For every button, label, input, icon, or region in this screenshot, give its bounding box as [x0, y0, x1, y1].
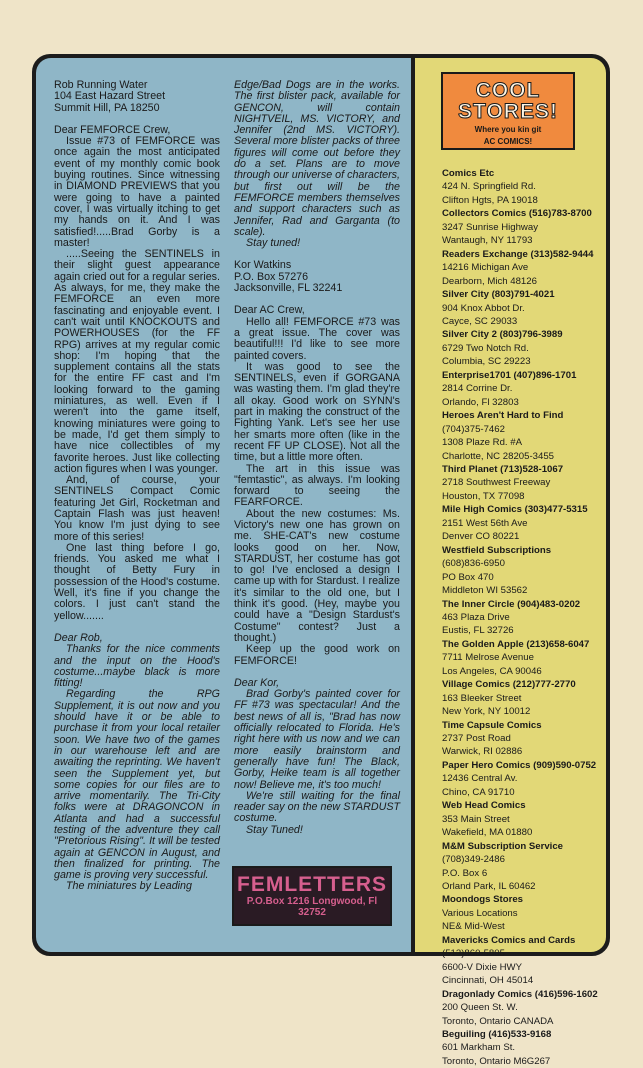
store-detail: Los Angeles, CA 90046 [442, 665, 542, 677]
store-detail: Wakefield, MA 01880 [442, 827, 533, 839]
cool-stores-title-line2: STORES! [458, 100, 558, 123]
store-detail: Various Locations [442, 907, 518, 919]
store-detail: 14216 Michigan Ave [442, 262, 529, 274]
store-detail: 424 N. Springfield Rd. [442, 181, 536, 193]
store-name: Silver City 2 (803)796-3989 [442, 329, 563, 341]
store-detail: NE& Mid-West [442, 921, 505, 933]
store-detail: 6729 Two Notch Rd. [442, 342, 529, 354]
store-name: Time Capsule Comics [442, 719, 542, 731]
letter-paragraph: The art in this issue was "femtastic", as always. I'm looking forward to seeing the FEARFORCE. [234, 462, 400, 509]
letter-paragraph: Stay Tuned! [246, 823, 303, 836]
store-name: Heroes Aren't Hard to Find [442, 410, 564, 422]
store-detail: Toronto, Ontario CANADA [442, 1015, 554, 1027]
letter-paragraph: Dear Rob, [54, 631, 103, 644]
letter-paragraph: P.O. Box 57276 [234, 270, 309, 283]
store-detail: (513)860-5805 [442, 948, 505, 960]
store-name: Westfield Subscriptions [442, 544, 552, 556]
stores-list [442, 167, 602, 1068]
letter-paragraph: Regarding the RPG Supplement, it is out now and you should have it or be able to purchase it from your local retailer soon. We have two of the games in our warehouse left and are awaiting the reprinting. We haven't seen the Supplement yet, but some copies for our files are to arrive momentarily. The Tri-City folks were at DRAGONCON in Atlanta and had a successful testing of the adventure they call "Pretorious Rising". It will be tested again at GENCON in August, and then finalized for printing. The game is proving very successful. [54, 688, 220, 882]
store-detail: Charlotte, NC 28205-3455 [442, 450, 554, 462]
store-detail: 2737 Post Road [442, 733, 511, 745]
store-detail: Cayce, SC 29033 [442, 315, 518, 327]
store-detail: Wantaugh, NY 11793 [442, 235, 533, 247]
cool-stores-panel [415, 58, 606, 1067]
store-detail: 12436 Central Av. [442, 773, 518, 785]
letters-right-column [234, 80, 400, 836]
letter-paragraph: Thanks for the nice comments and the input on the Hood's costume...maybe black is more fitting! [54, 643, 220, 690]
store-detail: Orland Park, IL 60462 [442, 881, 536, 893]
letter-paragraph: About the new costumes: Ms. Victory's new one has grown on me. SHE-CAT's new costume looks good on her. Now, STARDUST, her costume has got to go! I've enclosed a design I came up with for Stardust. I realize it's similar to the old one, but I think it's good. (Hey, maybe you could have a "Design Stardust's Costume" contest? Just a thought.) [234, 507, 400, 644]
cool-stores-subtitle-line1: Where you kin git [474, 125, 542, 134]
letter-paragraph: It was good to see the SENTINELS, even if GORGANA was wasting them. I'm glad they're all okay. Good work on SYNN's part in making the construct of the Fighting Yank. Let's see her use her smarts more often (like in the recent FF UP CLOSE). Not all the time, but a little more often. [234, 360, 400, 464]
store-name: M&M Subscription Service [442, 840, 564, 852]
store-name: The Golden Apple (213)658-6047 [442, 638, 590, 650]
store-detail: Denver CO 80221 [442, 531, 520, 543]
letter-paragraph: .....Seeing the SENTINELS in their slight guest appearance again cried out for a regular series. As always, for me, they make the FEMFORCE an even more fascinating and enjoyable event. I can't wait until KNOCKOUTS and POWERHOUSES (for the FF RPG) arrives at my regular comic shop: I'm hoping that the supplement contains all the stats for the entire FF cast and I'm looking forward to the gaming miniatures, as well. Even if I weren't into the game itself, knowing miniatures were going to be made, I'd get them simply to have nice collectibles of my favorite heroes. Just like collecting action figures when I was younger. [54, 248, 220, 475]
comic-page-frame [32, 54, 610, 1067]
letter-paragraph: Keep up the good work on FEMFORCE! [234, 643, 400, 667]
store-detail: Middleton WI 53562 [442, 585, 528, 597]
cool-stores-subtitle-line2: AC COMICS! [483, 137, 533, 146]
letter-paragraph: Dear FEMFORCE Crew, [54, 123, 171, 136]
store-name: Mavericks Comics and Cards [442, 934, 576, 946]
store-detail: Orlando, Fl 32803 [442, 396, 519, 408]
store-name: Comics Etc [442, 168, 495, 179]
store-name: Web Head Comics [442, 800, 526, 812]
femletters-title: FEMLETTERS [237, 873, 387, 896]
letter-paragraph: Dear Kor, [234, 676, 280, 689]
store-detail: Cincinnati, OH 45014 [442, 975, 534, 987]
letter-paragraph: Brad Gorby's painted cover for FF #73 was spectacular! And the best news of all is, "Brad has now officially relocated to Florida. He's right here with us now and we can more easily brainstorm and generally have fun! The Black, Gorby, Heike team is all together now! Believe me, it's too much! [234, 688, 400, 791]
femletters-address-line2: 32752 [298, 907, 326, 918]
store-name: Moondogs Stores [442, 894, 524, 906]
store-detail: 200 Queen St. W. [442, 1002, 518, 1014]
letter-paragraph: Jacksonville, FL 32241 [234, 282, 343, 295]
letter-paragraph: We're still waiting for the final reader say on the new STARDUST costume. [234, 789, 400, 825]
store-detail: Toronto, Ontario M6G267 [442, 1055, 551, 1067]
store-detail: (704)375-7462 [442, 423, 505, 435]
store-name: Collectors Comics (516)783-8700 [442, 208, 592, 220]
store-detail: New York, NY 10012 [442, 706, 531, 718]
store-name: Village Comics (212)777-2770 [442, 679, 576, 691]
store-detail: 904 Knox Abbot Dr. [442, 302, 525, 314]
femletters-address-box [232, 866, 392, 926]
letter-paragraph: Kor Watkins [234, 259, 292, 272]
letter-paragraph: Rob Running Water [54, 79, 148, 91]
letter-paragraph: Summit Hill, PA 18250 [54, 101, 160, 114]
store-name: The Inner Circle (904)483-0202 [442, 598, 581, 610]
store-detail: 463 Plaza Drive [442, 611, 510, 623]
letter-paragraph: Issue #73 of FEMFORCE was once again the most anticipated event of my monthly comic book buying routines. Since witnessing in DIAMOND PREVIEWS that you were going to have a painted cover, I was virtually itching to get my hands on it. And I was satisfied!.....Brad Gorby is a master! [54, 135, 220, 249]
letter-paragraph: Edge/Bad Dogs are in the works. The first blister pack, available for GENCON, will contain NIGHTVEIL, MS. VICTORY, and Jennifer (2nd MS. VICTORY). Several more blister packs of three figures will come out before they do a set. Plans are to move through our universe of characters, but first out will be the FEMFORCE members themselves and support characters such as Jennifer, Rad and Garganta (to scale). [234, 79, 400, 238]
store-detail: 7711 Melrose Avenue [442, 652, 534, 664]
store-name: Beguiling (416)533-9168 [442, 1029, 552, 1040]
store-detail: 2814 Corrine Dr. [442, 383, 513, 395]
store-detail: Houston, TX 77098 [442, 490, 525, 502]
store-name: Silver City (803)791-4021 [442, 289, 555, 301]
store-name: Readers Exchange (313)582-9444 [442, 248, 594, 260]
store-detail: 3247 Sunrise Highway [442, 221, 538, 233]
store-detail: 163 Bleeker Street [442, 692, 522, 704]
store-name: Paper Hero Comics (909)590-0752 [442, 759, 597, 771]
store-detail: (708)349-2486 [442, 854, 505, 866]
letter-paragraph: Stay tuned! [246, 237, 301, 250]
store-detail: Clifton Hgts, PA 19018 [442, 194, 538, 206]
letter-paragraph: One last thing before I go, friends. You asked me what I thought of Betty Fury in possession of the Hood's costume. Well, it's fine if you change the colors. I just can't stand the yellow....... [54, 541, 220, 622]
store-detail: (608)836-6950 [442, 558, 505, 570]
store-detail: 1308 Plaze Rd. #A [442, 437, 523, 449]
letters-left-column [54, 80, 220, 893]
store-detail: Columbia, SC 29223 [442, 356, 531, 368]
store-name: Third Planet (713)528-1067 [442, 463, 564, 475]
store-detail: P.O. Box 6 [442, 867, 488, 879]
store-name: Dragonlady Comics (416)596-1602 [442, 988, 598, 1000]
store-detail: PO Box 470 [442, 571, 494, 583]
letter-paragraph: The miniatures by Leading [66, 880, 192, 893]
store-detail: Dearborn, Mich 48126 [442, 275, 537, 287]
store-detail: 6600-V Dixie HWY [442, 961, 522, 973]
store-detail: 2718 Southwest Freeway [442, 477, 551, 489]
letter-paragraph: Dear AC Crew, [234, 304, 305, 317]
store-name: Mile High Comics (303)477-5315 [442, 504, 588, 516]
store-detail: 353 Main Street [442, 813, 510, 825]
store-name: Enterprise1701 (407)896-1701 [442, 369, 577, 381]
letter-paragraph: Hello all! FEMFORCE #73 was a great issue. The cover was beautiful!!! I'd like to see more painted covers. [234, 315, 400, 362]
letter-paragraph: 104 East Hazard Street [54, 90, 166, 103]
store-detail: Warwick, RI 02886 [442, 746, 523, 758]
store-detail: 2151 West 56th Ave [442, 517, 528, 529]
femletters-address-line1: P.O.Box 1216 Longwood, Fl [246, 896, 378, 907]
store-detail: 601 Markham St. [442, 1042, 516, 1054]
letter-paragraph: And, of course, your SENTINELS Compact Comic featuring Jet Girl, Rocketman and Captain Flash was just heaven! You know I'm just dying to see more of this series! [54, 474, 220, 543]
cool-stores-title-line1: COOL [475, 79, 541, 102]
cool-stores-logo [441, 72, 575, 150]
store-detail: Chino, CA 91710 [442, 786, 515, 798]
letters-panel [36, 58, 411, 952]
store-detail: Eustis, FL 32726 [442, 625, 514, 637]
